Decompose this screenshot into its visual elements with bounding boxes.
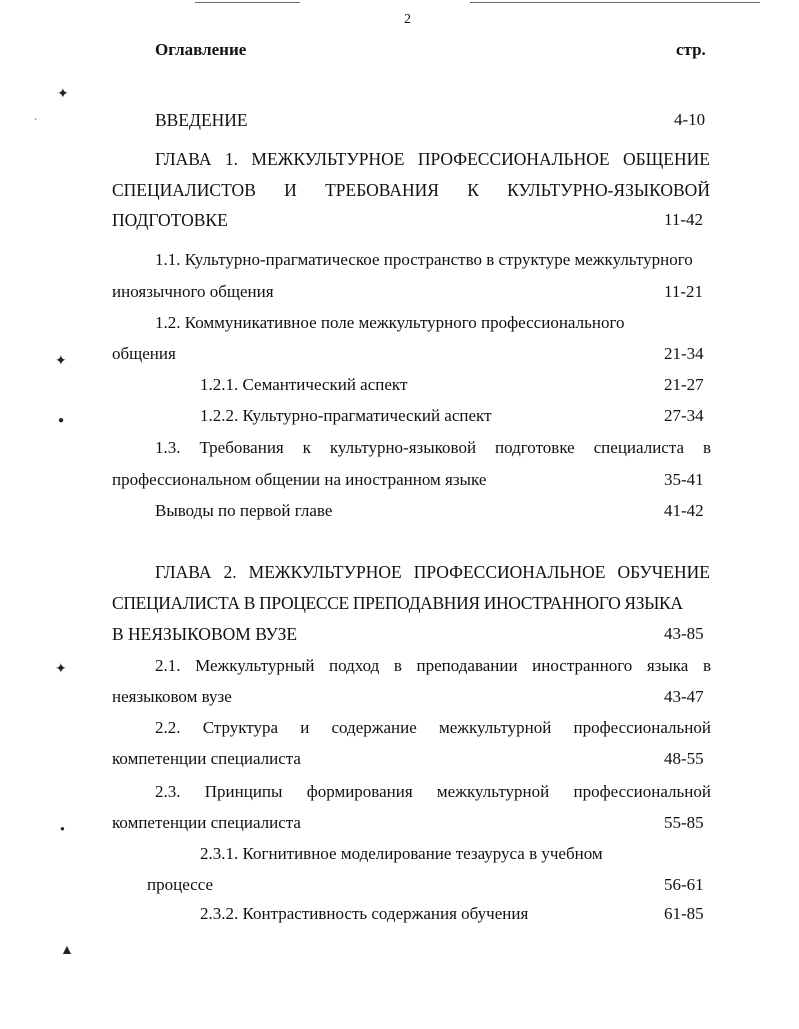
toc-section-2-3-1-line1: 2.3.1. Когнитивное моделирование тезауруса в учебном [200, 844, 603, 863]
toc-title: Оглавление [155, 40, 247, 59]
toc-pages-1-2-2: 27-34 [664, 406, 704, 425]
scan-mark-icon: ● [60, 824, 65, 833]
scan-mark-icon: ˊ [34, 118, 38, 129]
page-column-label: стр. [676, 40, 706, 59]
scan-mark-icon: ✦ [55, 354, 67, 369]
toc-chapter1-line1: ГЛАВА 1. МЕЖКУЛЬТУРНОЕ ПРОФЕССИОНАЛЬНОЕ ОБЩЕНИЕ [155, 149, 710, 169]
toc-section-2-3-2: 2.3.2. Контрастивность содержания обучения [200, 904, 529, 923]
toc-chapter1-line2: СПЕЦИАЛИСТОВ И ТРЕБОВАНИЯ К КУЛЬТУРНО-ЯЗЫКОВОЙ [112, 180, 710, 200]
toc-pages-2-1: 43-47 [664, 687, 704, 706]
toc-section-1-2-1: 1.2.1. Семантический аспект [200, 375, 408, 394]
toc-section-2-1-line2: неязыковом вузе [112, 687, 232, 706]
toc-chapter2-line3: В НЕЯЗЫКОВОМ ВУЗЕ [112, 624, 298, 644]
toc-chapter2-line2: СПЕЦИАЛИСТА В ПРОЦЕССЕ ПРЕПОДАВНИЯ ИНОСТРАННОГО ЯЗЫКА [112, 593, 683, 613]
scan-top-edge [470, 2, 760, 3]
toc-conclusions-1: Выводы по первой главе [155, 501, 333, 520]
scan-mark-icon: ✦ [55, 662, 67, 677]
toc-section-2-2-line2: компетенции специалиста [112, 749, 301, 768]
scan-mark-icon: ● [58, 415, 65, 426]
toc-section-1-2-2: 1.2.2. Культурно-прагматический аспект [200, 406, 492, 425]
toc-pages-1-1: 11-21 [664, 282, 704, 301]
toc-pages-1-2-1: 21-27 [664, 375, 704, 394]
scan-top-edge [195, 2, 300, 3]
toc-section-1-1-line1: 1.1. Культурно-прагматическое пространство в структуре межкультурного [155, 250, 693, 269]
toc-entry-intro: ВВЕДЕНИЕ [155, 110, 248, 130]
toc-section-1-1-line2: иноязычного общения [112, 282, 274, 301]
toc-section-1-3-line1: 1.3. Требования к культурно-языковой подготовке специалиста в [155, 438, 711, 457]
toc-section-2-1-line1: 2.1. Межкультурный подход в преподавании иностранного языка в [155, 656, 711, 675]
toc-pages-conclusions-1: 41-42 [664, 501, 704, 520]
toc-section-1-3-line2: профессиональном общении на иностранном языке [112, 470, 487, 489]
scan-mark-icon: ▲ [60, 943, 74, 958]
toc-section-2-3-line2: компетенции специалиста [112, 813, 301, 832]
toc-pages-intro: 4-10 [674, 110, 706, 129]
toc-section-1-2-line1: 1.2. Коммуникативное поле межкультурного профессионального [155, 313, 625, 332]
toc-pages-2-3-2: 61-85 [664, 904, 704, 923]
toc-pages-2-2: 48-55 [664, 749, 704, 768]
scan-mark-icon: ✦ [57, 87, 69, 102]
toc-section-2-2-line1: 2.2. Структура и содержание межкультурной профессиональной [155, 718, 711, 737]
toc-pages-1-3: 35-41 [664, 470, 704, 489]
toc-section-2-3-1-line2: процессе [147, 875, 214, 894]
toc-chapter2-line1: ГЛАВА 2. МЕЖКУЛЬТУРНОЕ ПРОФЕССИОНАЛЬНОЕ ОБУЧЕНИЕ [155, 562, 710, 582]
toc-pages-2-3-1: 56-61 [664, 875, 704, 894]
toc-pages-1-2: 21-34 [664, 344, 704, 363]
toc-pages-chapter1: 11-42 [664, 210, 704, 229]
toc-chapter1-line3: ПОДГОТОВКЕ [112, 210, 228, 230]
toc-section-1-2-line2: общения [112, 344, 176, 363]
toc-pages-chapter2: 43-85 [664, 624, 704, 643]
toc-section-2-3-line1: 2.3. Принципы формирования межкультурной профессиональной [155, 782, 711, 801]
toc-pages-2-3: 55-85 [664, 813, 704, 832]
page-number: 2 [404, 12, 411, 27]
